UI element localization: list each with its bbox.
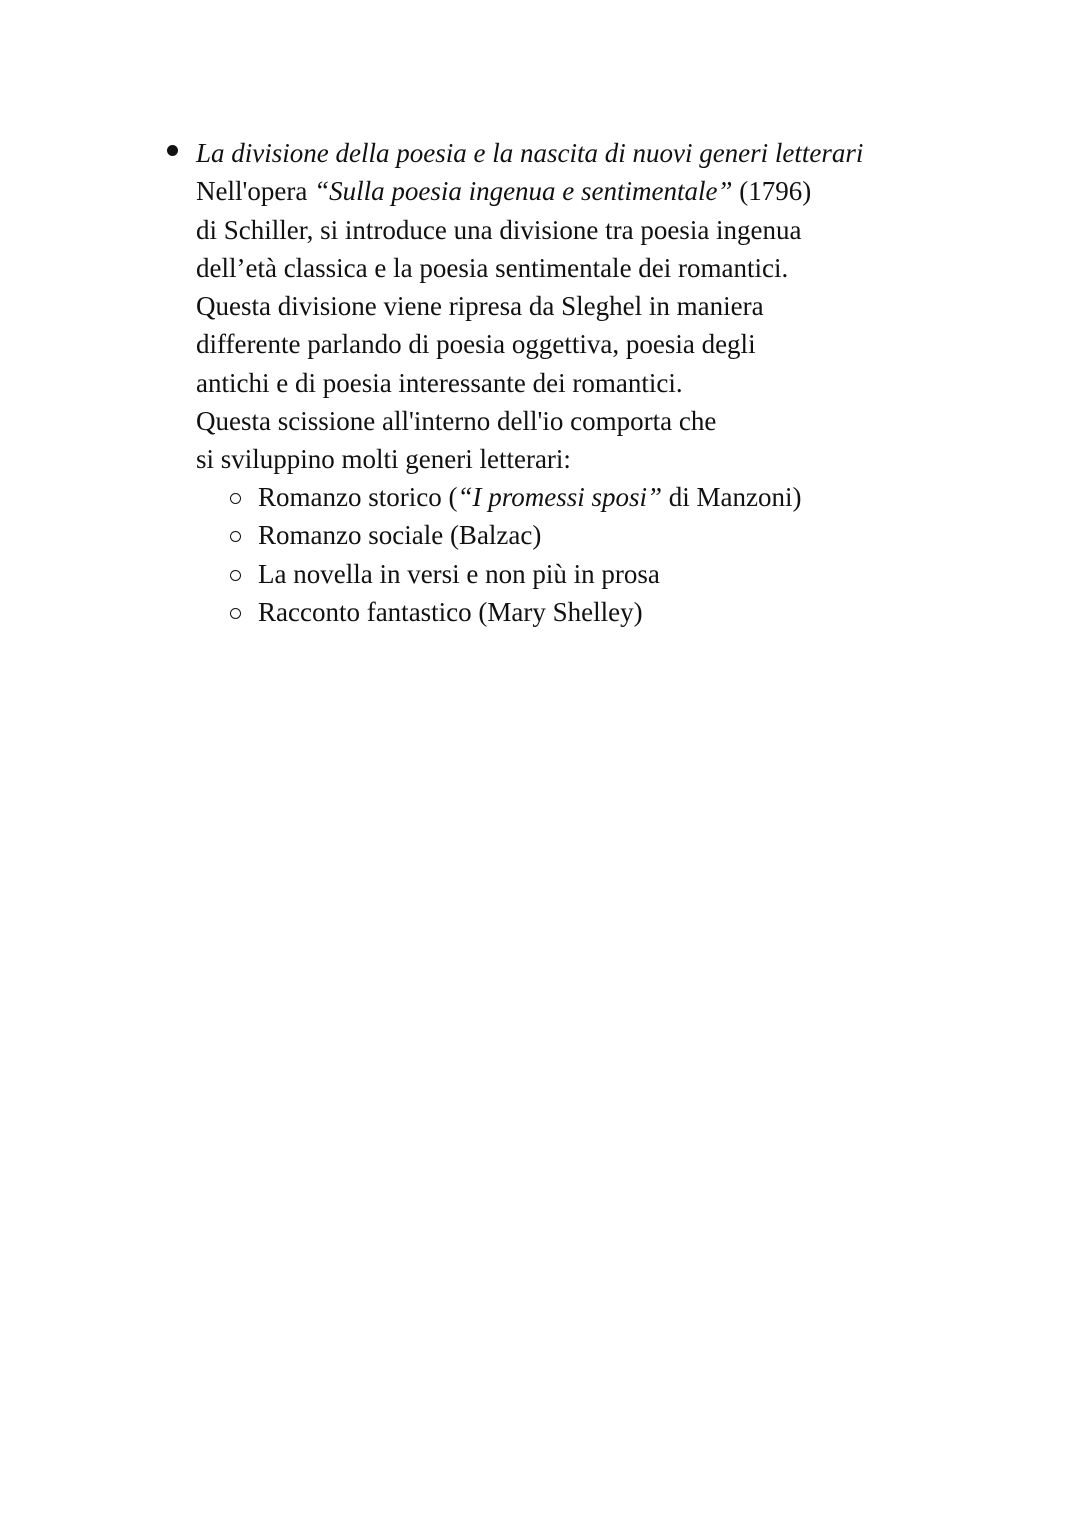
paragraph-line: si sviluppino molti generi letterari:	[196, 444, 571, 475]
list-item-text	[258, 478, 802, 516]
list-item-text: Racconto fantastico (Mary Shelley)	[258, 596, 643, 627]
paragraph-text: (1796)	[732, 176, 812, 207]
paragraph-line: Questa scissione all'interno dell'io comporta che	[196, 406, 717, 437]
hollow-bullet-icon	[230, 570, 241, 581]
paragraph-text: Nell'opera	[196, 176, 315, 207]
paragraph-line: differente parlando di poesia oggettiva, poesia degli	[196, 329, 756, 360]
hollow-bullet-icon	[230, 493, 241, 504]
list-item-text: Romanzo sociale (Balzac)	[258, 520, 542, 551]
paragraph-line	[196, 172, 996, 210]
list-item	[230, 555, 990, 593]
paragraph-line: di Schiller, si introduce una divisione tra poesia ingenua	[196, 214, 802, 245]
paragraph-line: Questa divisione viene ripresa da Sleghel in maniera	[196, 291, 764, 322]
genre-list	[230, 478, 990, 631]
list-item-text-part: Romanzo storico (	[258, 482, 458, 512]
paragraph-line: antichi e di poesia interessante dei romantici.	[196, 367, 683, 398]
list-item-text-part: di Manzoni)	[662, 482, 802, 512]
list-item	[230, 593, 990, 631]
list-item	[230, 516, 990, 554]
paragraph-line: dell’età classica e la poesia sentimentale dei romantici.	[196, 252, 789, 283]
section-block	[196, 134, 996, 479]
hollow-bullet-icon	[230, 531, 241, 542]
section-heading: La divisione della poesia e la nascita di nuovi generi letterari	[196, 138, 864, 168]
list-item-text: La novella in versi e non più in prosa	[258, 558, 660, 589]
work-title: “I promessi sposi”	[457, 482, 663, 512]
list-item	[230, 478, 990, 516]
work-title: “Sulla poesia ingenua e sentimentale”	[314, 176, 733, 207]
bullet-icon	[167, 145, 178, 156]
hollow-bullet-icon	[230, 608, 241, 619]
